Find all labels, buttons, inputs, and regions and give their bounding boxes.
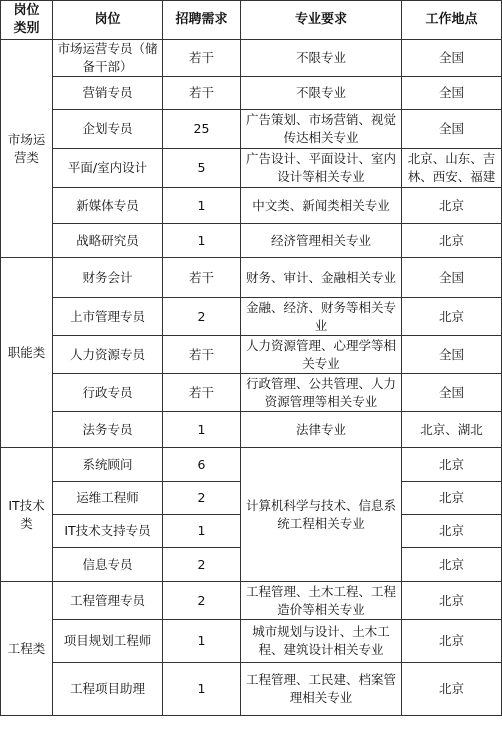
header-major: 专业要求 <box>241 1 402 40</box>
demand-cell: 1 <box>163 515 241 548</box>
demand-cell: 1 <box>163 663 241 716</box>
demand-cell: 2 <box>163 548 241 582</box>
demand-cell: 1 <box>163 188 241 224</box>
location-cell: 北京 <box>402 298 502 336</box>
major-cell: 人力资源管理、心理学等相关专业 <box>241 336 402 374</box>
position-cell: 新媒体专员 <box>53 188 163 224</box>
header-location: 工作地点 <box>402 1 502 40</box>
table-row <box>1 258 502 298</box>
location-cell: 全国 <box>402 40 502 77</box>
location-cell: 全国 <box>402 374 502 412</box>
major-cell: 广告策划、市场营销、视觉传达相关专业 <box>241 110 402 149</box>
major-cell: 法律专业 <box>241 412 402 448</box>
demand-cell: 若干 <box>163 77 241 110</box>
demand-cell: 若干 <box>163 374 241 412</box>
table-row <box>1 412 502 448</box>
location-cell: 北京 <box>402 620 502 663</box>
demand-cell: 若干 <box>163 336 241 374</box>
location-cell: 北京、山东、吉林、西安、福建 <box>402 149 502 188</box>
major-cell: 工程管理、工民建、档案管理相关专业 <box>241 663 402 716</box>
position-cell: 系统顾问 <box>53 448 163 482</box>
location-cell: 全国 <box>402 258 502 298</box>
table-row <box>1 110 502 149</box>
table-row <box>1 663 502 716</box>
header-category: 岗位类别 <box>1 1 53 40</box>
location-cell: 北京 <box>402 482 502 515</box>
position-cell: 市场运营专员（储备干部） <box>53 40 163 77</box>
demand-cell: 5 <box>163 149 241 188</box>
position-cell: 平面/室内设计 <box>53 149 163 188</box>
demand-cell: 若干 <box>163 258 241 298</box>
position-cell: 信息专员 <box>53 548 163 582</box>
major-cell-shared: 计算机科学与技术、信息系统工程相关专业 <box>241 448 402 582</box>
location-cell: 全国 <box>402 336 502 374</box>
demand-cell: 2 <box>163 582 241 620</box>
position-cell: 营销专员 <box>53 77 163 110</box>
major-cell: 不限专业 <box>241 77 402 110</box>
position-cell: 运维工程师 <box>53 482 163 515</box>
table-row <box>1 620 502 663</box>
category-cell: 工程类 <box>1 582 53 716</box>
location-cell: 全国 <box>402 110 502 149</box>
location-cell: 北京 <box>402 515 502 548</box>
position-cell: 战略研究员 <box>53 224 163 258</box>
table-row <box>1 40 502 77</box>
demand-cell: 25 <box>163 110 241 149</box>
demand-cell: 2 <box>163 298 241 336</box>
table-row <box>1 582 502 620</box>
location-cell: 北京 <box>402 448 502 482</box>
table-row <box>1 374 502 412</box>
header-demand: 招聘需求 <box>163 1 241 40</box>
table-row <box>1 298 502 336</box>
demand-cell: 1 <box>163 412 241 448</box>
table-row <box>1 448 502 482</box>
position-cell: 项目规划工程师 <box>53 620 163 663</box>
location-cell: 全国 <box>402 77 502 110</box>
category-cell: 职能类 <box>1 258 53 448</box>
position-cell: 法务专员 <box>53 412 163 448</box>
major-cell: 广告设计、平面设计、室内设计等相关专业 <box>241 149 402 188</box>
major-cell: 不限专业 <box>241 40 402 77</box>
demand-cell: 若干 <box>163 40 241 77</box>
major-cell: 金融、经济、财务等相关专业 <box>241 298 402 336</box>
category-cell: IT技术类 <box>1 448 53 582</box>
header-row <box>1 1 502 40</box>
location-cell: 北京 <box>402 224 502 258</box>
major-cell: 财务、审计、金融相关专业 <box>241 258 402 298</box>
table-row <box>1 336 502 374</box>
header-position: 岗位 <box>53 1 163 40</box>
table-row <box>1 188 502 224</box>
position-cell: 行政专员 <box>53 374 163 412</box>
major-cell: 中文类、新闻类相关专业 <box>241 188 402 224</box>
major-cell: 经济管理相关专业 <box>241 224 402 258</box>
major-cell: 行政管理、公共管理、人力资源管理等相关专业 <box>241 374 402 412</box>
position-cell: 财务会计 <box>53 258 163 298</box>
position-cell: IT技术支持专员 <box>53 515 163 548</box>
location-cell: 北京 <box>402 582 502 620</box>
category-cell: 市场运营类 <box>1 40 53 258</box>
position-cell: 上市管理专员 <box>53 298 163 336</box>
position-cell: 工程项目助理 <box>53 663 163 716</box>
demand-cell: 1 <box>163 224 241 258</box>
demand-cell: 1 <box>163 620 241 663</box>
location-cell: 北京 <box>402 548 502 582</box>
position-cell: 工程管理专员 <box>53 582 163 620</box>
table-row <box>1 224 502 258</box>
demand-cell: 6 <box>163 448 241 482</box>
location-cell: 北京 <box>402 188 502 224</box>
location-cell: 北京、湖北 <box>402 412 502 448</box>
position-cell: 企划专员 <box>53 110 163 149</box>
demand-cell: 2 <box>163 482 241 515</box>
table-row <box>1 77 502 110</box>
table-row <box>1 149 502 188</box>
major-cell: 工程管理、土木工程、工程造价等相关专业 <box>241 582 402 620</box>
location-cell: 北京 <box>402 663 502 716</box>
major-cell: 城市规划与设计、土木工程、建筑设计相关专业 <box>241 620 402 663</box>
position-cell: 人力资源专员 <box>53 336 163 374</box>
